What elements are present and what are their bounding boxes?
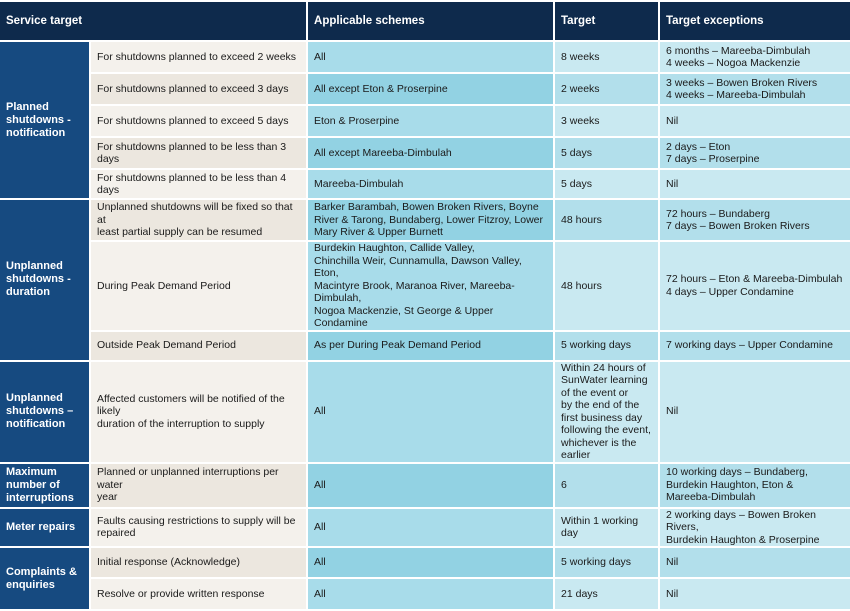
table-body: [0, 42, 850, 609]
target-cell: Within 1 working day: [555, 509, 658, 547]
service-target-description: Initial response (Acknowledge): [91, 548, 306, 577]
target-exceptions-cell: 7 working days – Upper Condamine: [660, 332, 850, 360]
target-cell: Within 24 hours of SunWater learning of the event or by the end of the first business day following the event, whichever is the earlier: [555, 362, 658, 462]
header-applicable-schemes: Applicable schemes: [308, 2, 553, 40]
table-row: [0, 138, 850, 168]
applicable-schemes-cell: All: [308, 579, 553, 609]
header-target-exceptions: Target exceptions: [660, 2, 850, 40]
applicable-schemes-cell: Barker Barambah, Bowen Broken Rivers, Boyne River & Tarong, Bundaberg, Lower Fitzroy, Lower Mary River & Upper Burnett: [308, 200, 553, 240]
applicable-schemes-cell: All: [308, 42, 553, 72]
target-cell: 5 working days: [555, 548, 658, 577]
table-row: [0, 464, 850, 507]
target-exceptions-cell: Nil: [660, 579, 850, 609]
target-cell: 6: [555, 464, 658, 507]
table-row: [0, 332, 850, 360]
target-cell: 5 days: [555, 138, 658, 168]
target-cell: 48 hours: [555, 242, 658, 330]
target-exceptions-cell: 3 weeks – Bowen Broken Rivers 4 weeks – Mareeba-Dimbulah: [660, 74, 850, 104]
target-exceptions-cell: Nil: [660, 548, 850, 577]
section-complaints-enquiries: Complaints & enquiries: [0, 548, 89, 609]
service-target-description: For shutdowns planned to exceed 3 days: [91, 74, 306, 104]
target-cell: 8 weeks: [555, 42, 658, 72]
service-target-description: Planned or unplanned interruptions per water year: [91, 464, 306, 507]
target-cell: 21 days: [555, 579, 658, 609]
section-unplanned-shutdowns-notification: Unplanned shutdowns – notification: [0, 362, 89, 462]
section-meter-repairs: Meter repairs: [0, 509, 89, 547]
target-exceptions-cell: 2 working days – Bowen Broken Rivers, Burdekin Haughton & Proserpine: [660, 509, 850, 547]
table-row: [0, 579, 850, 609]
table-row: [0, 362, 850, 462]
header-target: Target: [555, 2, 658, 40]
target-cell: 2 weeks: [555, 74, 658, 104]
service-target-description: For shutdowns planned to exceed 5 days: [91, 106, 306, 136]
target-cell: 3 weeks: [555, 106, 658, 136]
target-cell: 5 working days: [555, 332, 658, 360]
target-exceptions-cell: Nil: [660, 106, 850, 136]
service-target-description: For shutdowns planned to exceed 2 weeks: [91, 42, 306, 72]
applicable-schemes-cell: All except Mareeba-Dimbulah: [308, 138, 553, 168]
table-row: [0, 242, 850, 330]
target-exceptions-cell: Nil: [660, 170, 850, 198]
service-target-description: Affected customers will be notified of the likely duration of the interruption to supply: [91, 362, 306, 462]
table-row: [0, 74, 850, 104]
applicable-schemes-cell: All: [308, 362, 553, 462]
service-target-description: Outside Peak Demand Period: [91, 332, 306, 360]
applicable-schemes-cell: As per During Peak Demand Period: [308, 332, 553, 360]
target-exceptions-cell: 2 days – Eton 7 days – Proserpine: [660, 138, 850, 168]
target-cell: 5 days: [555, 170, 658, 198]
service-target-description: Resolve or provide written response: [91, 579, 306, 609]
header-service-target: Service target: [0, 2, 306, 40]
target-exceptions-cell: Nil: [660, 362, 850, 462]
target-exceptions-cell: 72 hours – Bundaberg 7 days – Bowen Broken Rivers: [660, 200, 850, 240]
target-exceptions-cell: 72 hours – Eton & Mareeba-Dimbulah 4 days – Upper Condamine: [660, 242, 850, 330]
applicable-schemes-cell: All except Eton & Proserpine: [308, 74, 553, 104]
target-exceptions-cell: 6 months – Mareeba-Dimbulah 4 weeks – Nogoa Mackenzie: [660, 42, 850, 72]
service-target-description: For shutdowns planned to be less than 3 days: [91, 138, 306, 168]
applicable-schemes-cell: Mareeba-Dimbulah: [308, 170, 553, 198]
service-target-description: Unplanned shutdowns will be fixed so that at least partial supply can be resumed: [91, 200, 306, 240]
service-target-description: During Peak Demand Period: [91, 242, 306, 330]
section-maximum-interruptions: Maximum number of interruptions: [0, 464, 89, 507]
applicable-schemes-cell: All: [308, 464, 553, 507]
applicable-schemes-cell: Burdekin Haughton, Callide Valley, Chinchilla Weir, Cunnamulla, Dawson Valley, Eton, Macintyre Brook, Maranoa River, Mareeba-Dimbulah, Nogoa Mackenzie, St George & Upper Condamine: [308, 242, 553, 330]
table-row: [0, 509, 850, 547]
service-target-description: Faults causing restrictions to supply will be repaired: [91, 509, 306, 547]
table-row: [0, 548, 850, 577]
target-cell: 48 hours: [555, 200, 658, 240]
applicable-schemes-cell: All: [308, 548, 553, 577]
service-target-description: For shutdowns planned to be less than 4 days: [91, 170, 306, 198]
target-exceptions-cell: 10 working days – Bundaberg, Burdekin Haughton, Eton & Mareeba-Dimbulah: [660, 464, 850, 507]
section-unplanned-shutdowns-duration: Unplanned shutdowns - duration: [0, 200, 89, 360]
table-row: [0, 170, 850, 198]
applicable-schemes-cell: Eton & Proserpine: [308, 106, 553, 136]
table-row: [0, 106, 850, 136]
table-row: [0, 42, 850, 72]
table-header-row: [0, 2, 850, 40]
applicable-schemes-cell: All: [308, 509, 553, 547]
section-planned-shutdowns-notification: Planned shutdowns - notification: [0, 42, 89, 198]
table-row: [0, 200, 850, 240]
